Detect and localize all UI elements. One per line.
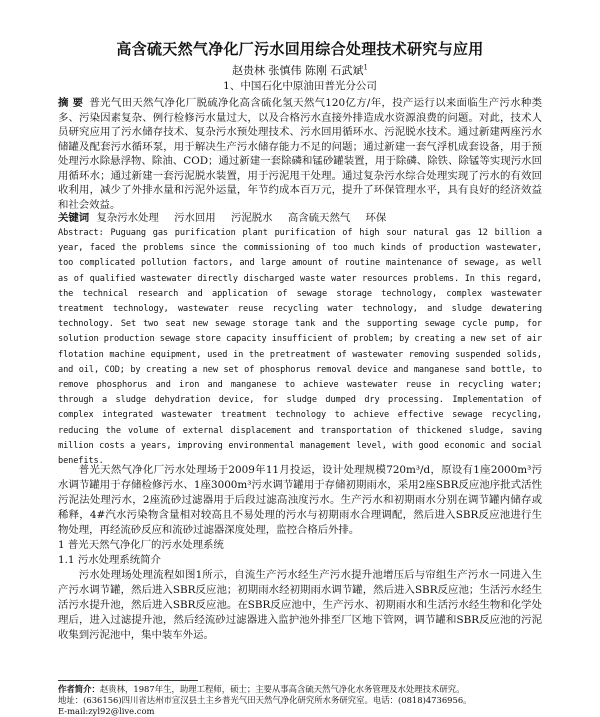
- author-line: [0, 62, 600, 78]
- author-bio: [58, 684, 542, 695]
- paper-title: 高含硫天然气净化厂污水回用综合处理技术研究与应用: [116, 40, 484, 58]
- affiliation: 1、中国石化中原油田普光分公司: [223, 80, 377, 92]
- keyword-item: 污水回用: [174, 212, 216, 224]
- section-heading-1-1: 1.1 污水处理系统简介: [58, 554, 161, 566]
- chinese-abstract-text: 普光气田天然气净化厂脱硫净化高含硫化氢天然气120亿方/年，投产运行以来面临生产污水种类多、污染因素复杂、例行检修污水量过大，以及合格污水直接外排造成水资源浪费的问题。对此，技术人员研究应用了污水储存技术、复杂污水预处理技术、污水回用循环水、污泥脱水技术。通过新建两座污水储罐及配套污水循环泵，用于解决生产污水储存能力不足的问题；通过新建一套气浮机成套设备，用于预处理污水除悬浮物、除油、COD；通过新建一套除磷和锰砂罐装置，用于除磷、除铁、除锰等实现污水回用循环水；通过新建一套污泥脱水装置，用于污泥甩干处理。通过复杂污水综合处理实现了污水的有效回收利用，减少了外排水量和污泥外运量，年节约成本百万元，提升了环保管理水平，具有良好的经济效益和社会效益。: [58, 97, 542, 211]
- section-heading-1: 1 普光天然气净化厂的污水处理系统: [58, 539, 224, 551]
- author-bio-label: 作者简介：: [58, 684, 100, 694]
- author-bio-text: 赵贵林，1987年生，助理工程师，硕士；主要从事高含硫天然气净化水务管理及水处理技术研究。: [99, 684, 465, 694]
- author-affiliation-marker: 1: [363, 63, 368, 72]
- english-abstract-text: Puguang gas purification plant purification of high sour natural gas 12 billion a year, faced the problems since the commissioning of too much kinds of production wastewater, too complicated pollution factors, and large amount of routine maintenance of sewage, as well as of qualified wastewater directly discharged waste water resources problems. In this regard, the technical research and application of sewage storage technology, complex wastewater treatment technology, wastewater reuse recycling water technology, and sludge dewatering technology. Set two seat new sewage storage tank and the supporting sewage cycle pump, for solution production sewage store capacity insufficient of problem; by creating a new set of air flotation machine equipment, used in the pretreatment of wastewater removing suspended solids, and oil, COD; by creating a new set of phosphorus removal device and manganese sand bottle, to remove phosphorus and iron and manganese to achieve wastewater reuse in recycling water; through a sludge dehydration device, for sludge dumped dry processing. Implementation of complex integrated wastewater treatment technology to achieve effective sewage recycling, reducing the volume of external displacement and transportation of thickened sludge, saving million costs a years, improving environmental management level, with good economic and social benefits.: [58, 228, 542, 467]
- footnote-divider: [58, 680, 198, 681]
- keyword-item: 环保: [365, 212, 387, 224]
- keywords: [58, 211, 542, 225]
- process-paragraph: 污水处理场处理流程如图1所示，自流生产污水经生产污水提升池增压后与帘组生产污水一同进入生产污水调节罐，然后进入SBR反应池；初期雨水经初期雨水调节罐，然后进入SBR反应池；生活污水经生活污水提升池，然后进入SBR反应池。在SBR反应池中，生产污水、初期雨水和生活污水经生物和化学处理后，进入过滤提升池，然后经流砂过滤器进入监护池外排至厂区地下管网，调节罐和SBR反应池的污泥收集到污泥池中，集中装车外运。: [58, 569, 542, 641]
- author-footnote: [58, 684, 542, 717]
- author-address: 地址：(636156)四川省达州市宣汉县土主乡普光气田天然气净化研究所水务研究室。电话：(0818)4736956。: [58, 695, 472, 705]
- author-names: 赵贵林 张慎伟 陈刚 石武斌: [232, 64, 364, 77]
- author-email: E-mail:zyl92@live.com: [58, 706, 155, 716]
- keywords-label: 关键词: [58, 212, 90, 224]
- intro-paragraph: 普光天然气净化厂污水处理场于2009年11月投运，设计处理规模720m³/d，原设有1座2000m³污水调节罐用于存储检修污水、1座3000m³污水调节罐用于存储初期雨水，采用2座SBR反应池序批式活性污泥法处理污水，2座流砂过滤器用于后段过滤高浊度污水。生产污水和初期雨水分别在调节罐内储存或稀释，4#汽水污染物含量相对较高且不易处理的污水与初期雨水合理调配，然后进入SBR反应池进行生物处理，再经流砂反应和流砂过滤器深度处理，监控合格后外排。: [58, 464, 542, 536]
- keyword-item: 复杂污水处理: [96, 212, 159, 224]
- chinese-abstract: [58, 96, 542, 212]
- chinese-abstract-label: 摘 要: [58, 97, 84, 109]
- english-abstract-label: Abstract:: [58, 228, 104, 238]
- english-abstract: [58, 226, 542, 469]
- keyword-item: 高含硫天然气: [287, 212, 351, 224]
- body-text: [58, 463, 542, 643]
- keyword-item: 污泥脱水: [231, 212, 273, 224]
